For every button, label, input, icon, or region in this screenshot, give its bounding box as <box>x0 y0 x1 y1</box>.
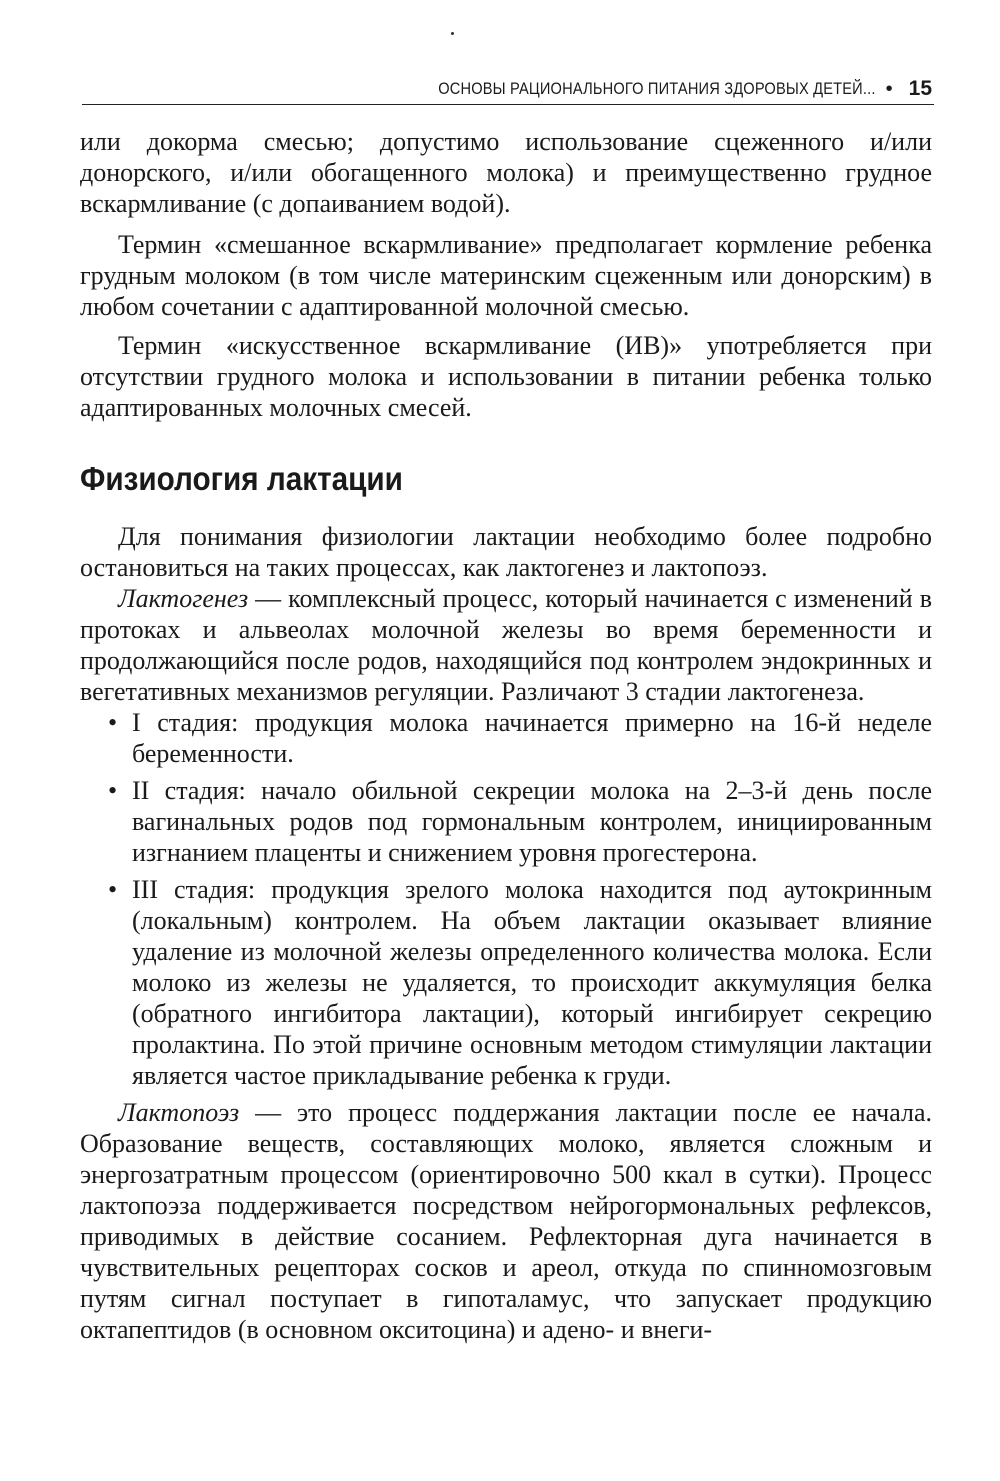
running-title: ОСНОВЫ РАЦИОНАЛЬНОГО ПИТАНИЯ ЗДОРОВЫХ ДЕТЕЙ... <box>438 79 876 98</box>
bullet-mark: • <box>108 875 118 904</box>
paragraph-artificial-feeding: Термин «искусственное вскармливание (ИВ)» употребляется при отсутствии грудного молока и использовании в питании ребенка только адаптированных молочных смесей. <box>80 331 932 422</box>
list-item <box>80 707 932 769</box>
stage-text: III стадия: продукция зрелого молока находится под аутокринным (локальным) контролем. На объем лактации оказывает влияние удаление из молочной железы определенного количества молока. Если молоко из железы не удаляется, то происходит аккумуляция белка (обратного ингибитора лактации), который ингибирует секрецию пролактина. По этой причине основным методом стимуляции лактации является частое прикладывание ребенка к груди. <box>132 875 932 1090</box>
paragraph-intro: Для понимания физиологии лактации необходимо более подробно остановиться на таких процессах, как лактогенез и лактопоэз. <box>80 522 932 582</box>
body-text <box>80 126 932 1345</box>
running-header <box>82 74 934 105</box>
header-bullet: • <box>885 77 893 100</box>
term-lactopoiesis: Лактопоэз <box>118 1098 240 1127</box>
bullet-mark: • <box>108 776 118 805</box>
list-item <box>80 775 932 868</box>
paragraph-continued: или докорма смесью; допустимо использование сцеженного и/или донорского, и/или обогащенного молока) и преимущественно грудное вскармливание (с допаиванием водой). <box>80 127 932 218</box>
stage-text: I стадия: продукция молока начинается примерно на 16-й неделе беременности. <box>132 708 932 768</box>
page-number: 15 <box>908 77 932 100</box>
paragraph-lactopoiesis <box>80 1097 932 1345</box>
term-lactogenesis: Лактогенез <box>118 584 249 613</box>
paragraph-lactogenesis <box>80 583 932 707</box>
paragraph-mixed-feeding: Термин «смешанное вскармливание» предполагает кормление ребенка грудным молоком (в том числе материнским сцеженным или донорским) в любом сочетании с адаптированной молочной смесью. <box>80 230 932 321</box>
list-item <box>80 874 932 1091</box>
stage-text: II стадия: начало обильной секреции молока на 2–3-й день после вагинальных родов под гормональным контролем, инициированным изгнанием плаценты и снижением уровня прогестерона. <box>132 776 932 867</box>
print-speck <box>451 32 454 35</box>
lactogenesis-definition: — комплексный процесс, который начинается с изменений в протоках и альвеолах молочной железы во время беременности и продолжающийся после родов, находящийся под контролем эндокринных и вегетативных механизмов регуляции. Различают 3 стадии лактогенеза. <box>80 584 932 706</box>
bullet-mark: • <box>108 708 118 737</box>
section-heading: Физиология лактации <box>80 460 403 497</box>
lactopoiesis-definition: — это процесс поддержания лактации после ее начала. Образование веществ, составляющих молоко, является сложным и энергозатратным процессом (ориентировочно 500 ккал в сутки). Процесс лактопоэза поддерживается посредством нейрогормональных рефлексов, приводимых в действие сосанием. Рефлекторная дуга начинается в чувствительных рецепторах сосков и ареол, откуда по спинномозговым путям сигнал поступает в гипоталамус, что запускает продукцию октапептидов (в основном окситоцина) и адено- и внеги- <box>80 1098 932 1344</box>
stage-list <box>80 707 932 1091</box>
